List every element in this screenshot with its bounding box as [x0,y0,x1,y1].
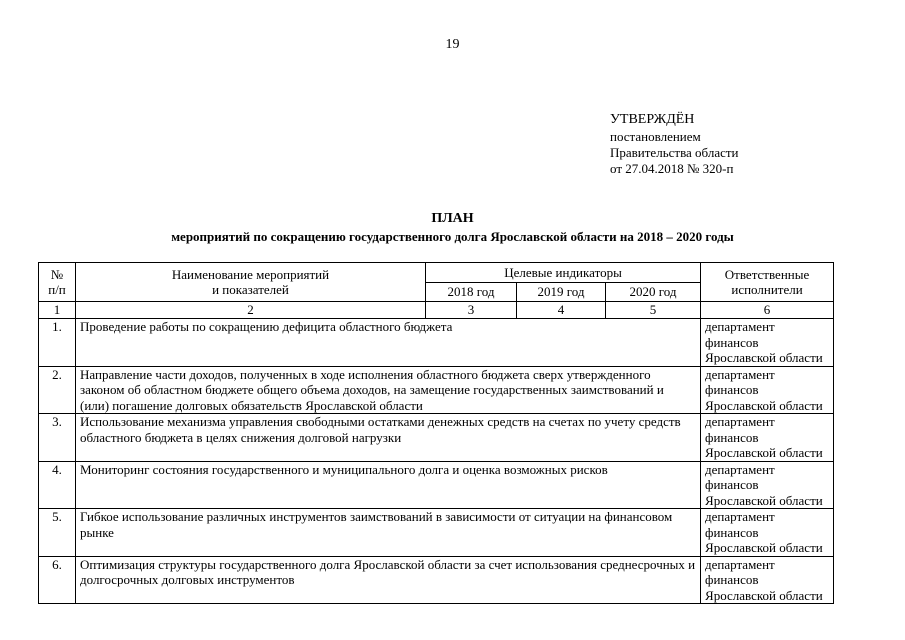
row-measure: Использование механизма управления свободными остатками денежных средств на счетах по учету средств областного бюджета в целях снижения долговой нагрузки [76,414,701,462]
executor-line-2: Ярославской области [705,350,823,365]
header-name [76,263,426,302]
header-exec [701,263,834,302]
executor-line-1: департамент финансов [705,461,775,492]
header-exec-line-2: исполнители [731,282,803,297]
approval-line-3: от 27.04.2018 № 320-п [610,161,734,176]
row-measure: Мониторинг состояния государственного и муниципального долга и оценка возможных рисков [76,461,701,509]
title-subtitle: мероприятий по сокращению государственного долга Ярославской области на 2018 – 2020 годы [171,229,734,244]
title-main: ПЛАН [431,211,474,226]
header-indicators: Целевые индикаторы [426,263,701,283]
row-number: 6. [39,556,76,604]
row-number: 5. [39,509,76,557]
executor-line-1: департамент финансов [705,366,775,397]
row-measure: Оптимизация структуры государственного долга Ярославской области за счет использования среднесрочных и долгосрочных долговых инструментов [76,556,701,604]
header-year-2020: 2020 год [606,283,701,302]
header-exec-line-1: Ответственные [724,266,810,282]
executor-line-2: Ярославской области [705,397,823,413]
executor-line-2: Ярославской области [705,540,823,555]
row-executor [701,556,834,604]
table-row [39,461,834,509]
approval-heading: УТВЕРЖДЁН [610,112,695,127]
table-row [39,509,834,557]
column-number: 2 [76,302,426,319]
table-row [39,366,834,414]
table-row [39,414,834,462]
row-executor [701,509,834,557]
row-measure: Направление части доходов, полученных в ходе исполнения областного бюджета сверх утвержденного законом об областном бюджете общего объема доходов, на замещение государственных заимствований и (или) погашение долговых обязательств Ярославской области [76,366,701,414]
row-executor [701,366,834,414]
row-measure: Проведение работы по сокращению дефицита областного бюджета [76,319,701,367]
header-num-line-1: № [50,266,64,282]
header-name-line-1: Наименование мероприятий [171,266,330,282]
executor-line-1: департамент финансов [705,556,775,587]
column-number: 3 [426,302,517,319]
header-name-line-2: и показателей [212,282,289,297]
column-number: 1 [39,302,76,319]
header-num-line-2: п/п [48,282,66,297]
table-row [39,556,834,604]
approval-stamp [610,111,739,177]
row-number: 3. [39,414,76,462]
executor-line-2: Ярославской области [705,445,823,460]
plan-table [38,262,834,604]
document-title [0,210,905,246]
column-numbers-row [39,302,834,319]
executor-line-1: департамент финансов [705,509,775,540]
column-number: 6 [701,302,834,319]
header-year-2019: 2019 год [517,283,606,302]
page-number: 19 [445,37,460,52]
row-number: 4. [39,461,76,509]
row-executor [701,319,834,367]
header-num [39,263,76,302]
approval-line-1: постановлением [610,129,701,144]
executor-line-2: Ярославской области [705,492,823,508]
row-number: 1. [39,319,76,367]
header-year-2018: 2018 год [426,283,517,302]
executor-line-1: департамент финансов [705,414,775,445]
column-number: 5 [606,302,701,319]
row-executor [701,414,834,462]
executor-line-1: департамент финансов [705,319,775,350]
row-executor [701,461,834,509]
column-number: 4 [517,302,606,319]
approval-line-2: Правительства области [610,145,739,160]
row-number: 2. [39,366,76,414]
executor-line-2: Ярославской области [705,587,823,603]
row-measure: Гибкое использование различных инструментов заимствований в зависимости от ситуации на финансовом рынке [76,509,701,557]
table-row [39,319,834,367]
